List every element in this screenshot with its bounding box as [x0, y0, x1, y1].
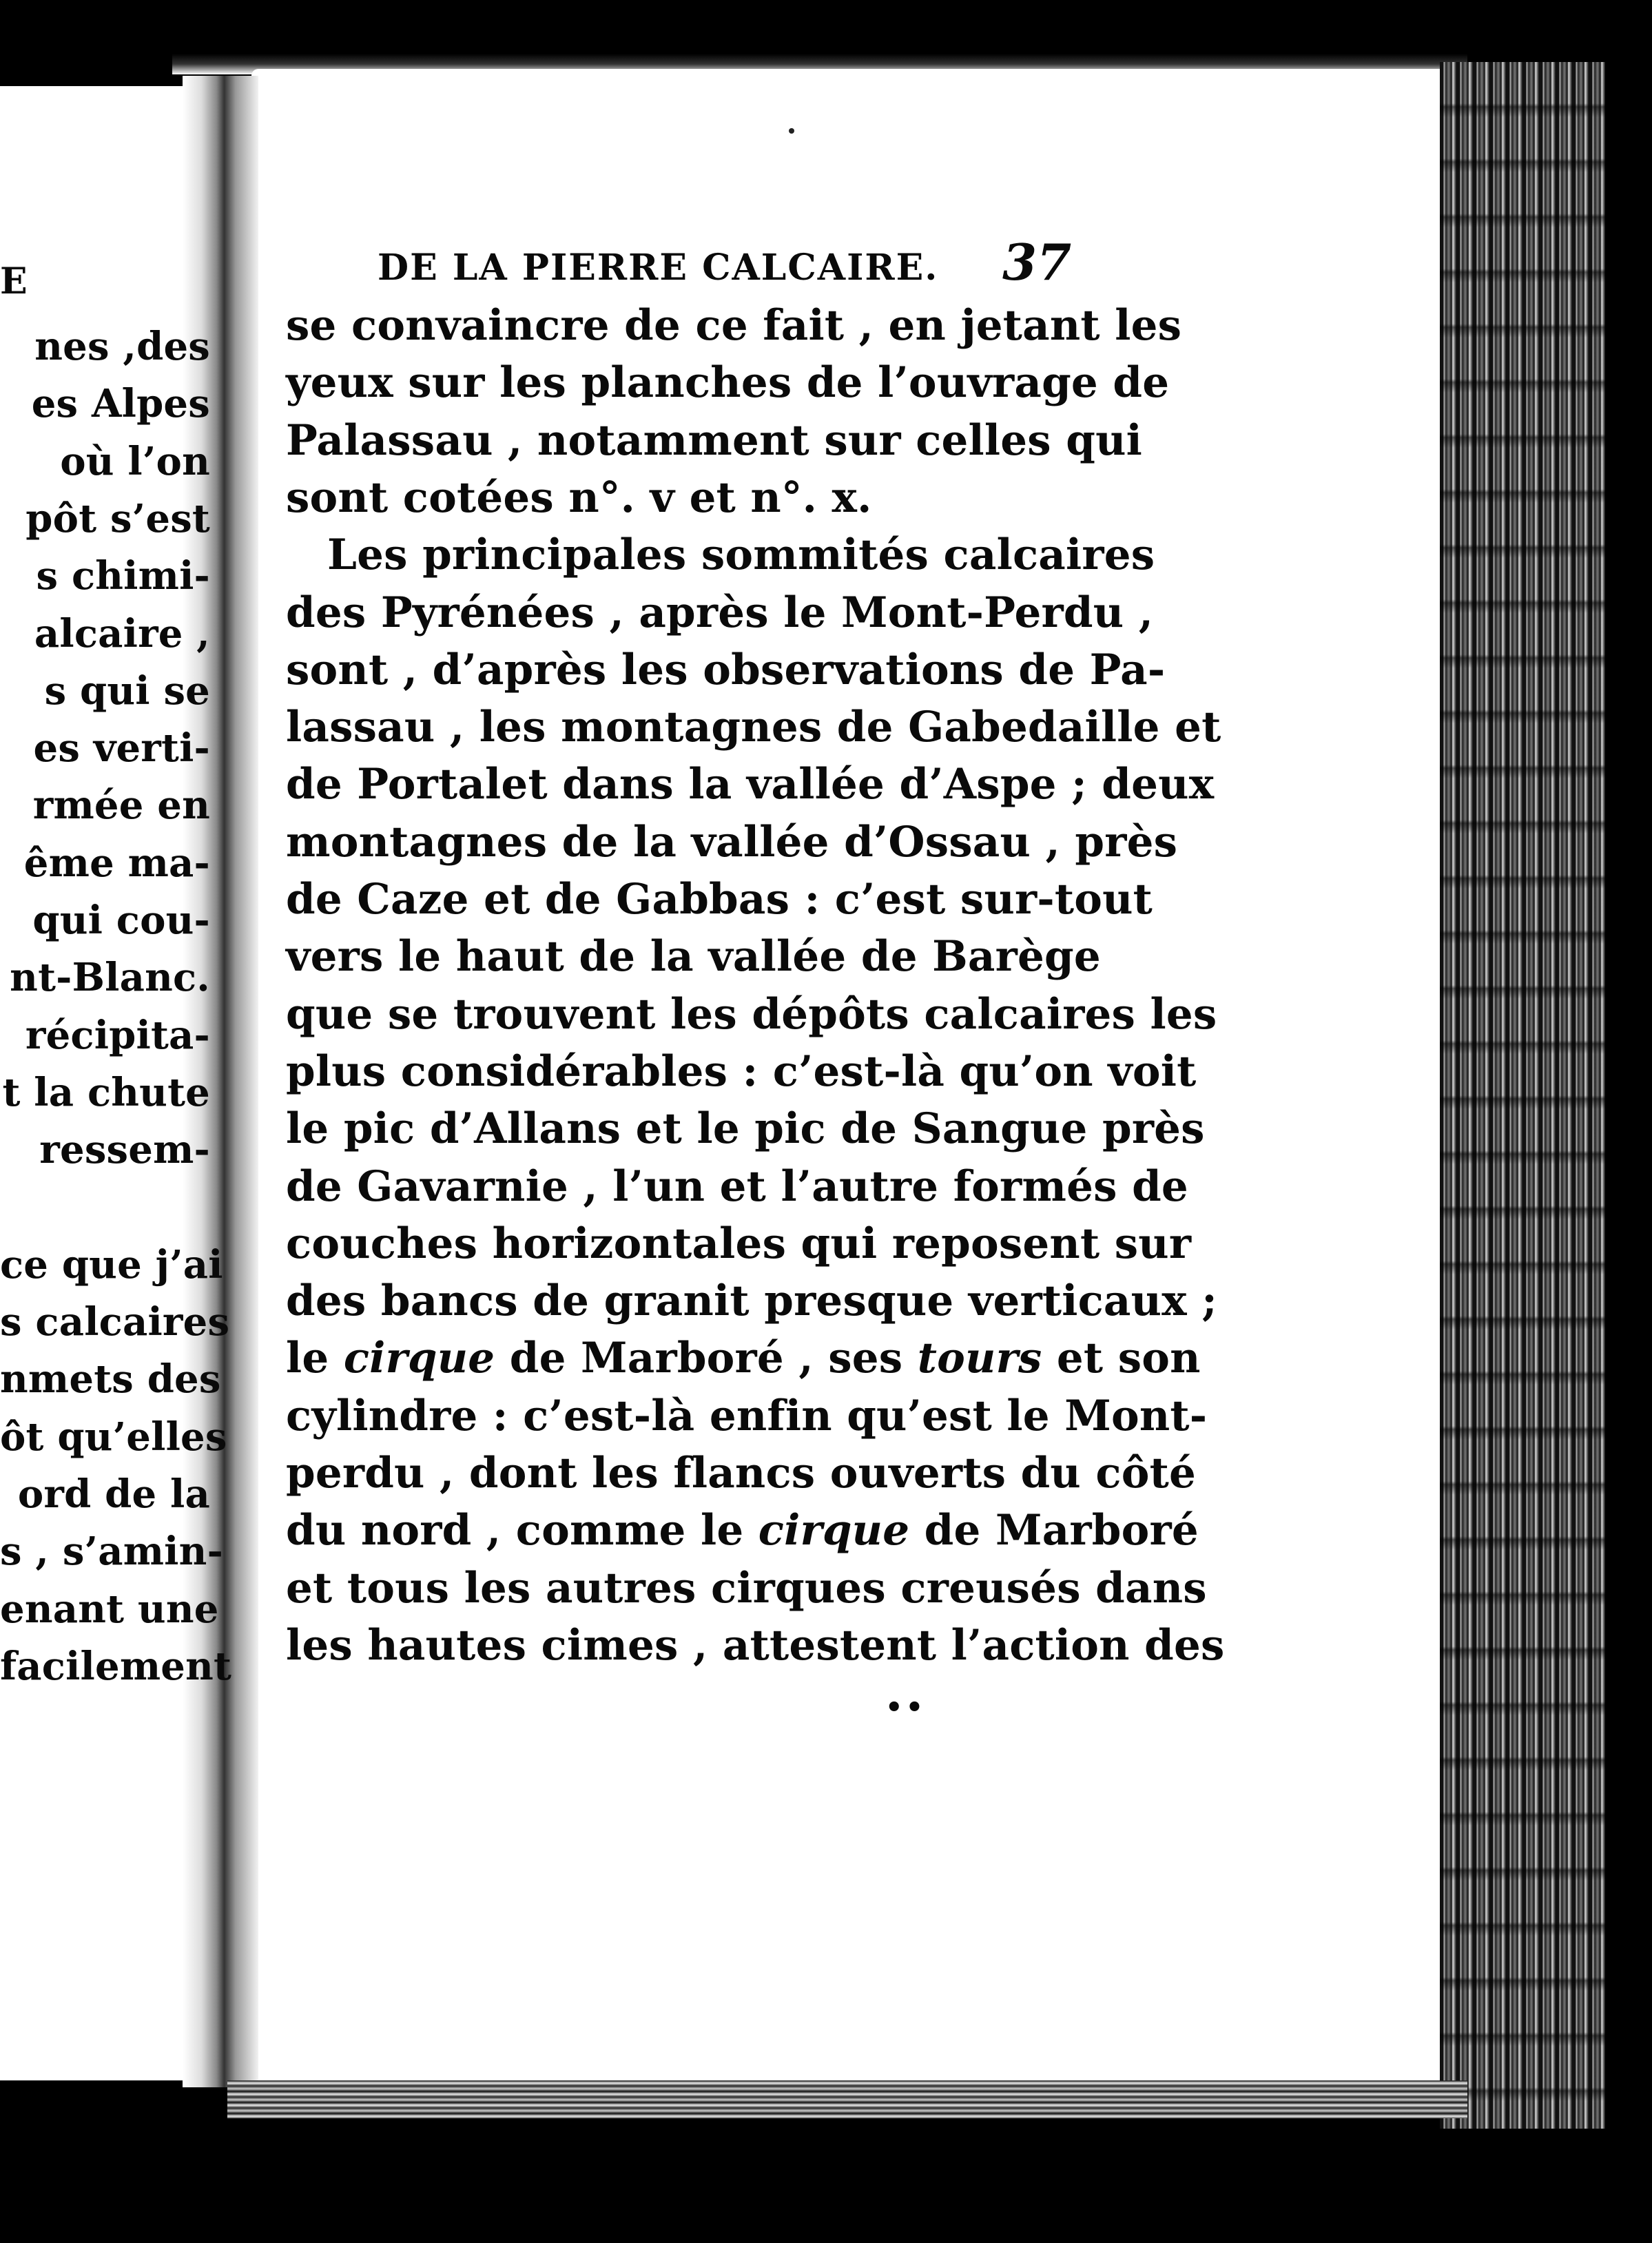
text-line: Palassau , notamment sur celles qui: [286, 415, 1143, 465]
bottom-page-edge: [227, 2080, 1467, 2118]
left-page-line: ce que j’ai: [0, 1241, 223, 1288]
left-page-line: ême ma-: [23, 840, 210, 886]
left-page-line: nt-Blanc.: [10, 955, 210, 1001]
left-page-line: s calcaires: [0, 1299, 230, 1345]
left-page-line: nes ,des: [34, 324, 210, 369]
page-number: 37: [1002, 233, 1072, 291]
text-line: Les principales sommités calcaires: [327, 530, 1155, 580]
left-page-line: où l’on: [60, 438, 210, 484]
left-page-line: t la chute: [2, 1069, 210, 1115]
text-line: couches horizontales qui reposent sur: [286, 1219, 1192, 1268]
left-page-line: ôt qu’elles: [0, 1414, 227, 1460]
left-page-line: enant une: [0, 1586, 219, 1632]
left-page-line: es Alpes: [31, 381, 210, 427]
text-line: du nord , comme le cirque de Marboré: [286, 1506, 1199, 1555]
fore-edge: [1440, 62, 1605, 2129]
catchword: ••: [885, 1691, 927, 1724]
text-line: se convaincre de ce fait , en jetant les: [286, 301, 1182, 350]
text-line: des bancs de granit presque verticaux ;: [286, 1276, 1217, 1326]
text-line: sont cotées n°. v et n°. x.: [286, 473, 872, 522]
text-line: sont , d’après les observations de Pa-: [286, 645, 1166, 694]
running-header: DE LA PIERRE CALCAIRE.: [378, 247, 939, 289]
paper-speck: [789, 128, 794, 134]
left-page-line: nmets des: [0, 1356, 221, 1403]
left-page-line: alcaire ,: [34, 610, 210, 657]
text-line: lassau , les montagnes de Gabedaille et: [286, 703, 1221, 752]
left-page-line: ressem-: [39, 1127, 210, 1173]
left-page-line: pôt s’est: [25, 495, 210, 541]
text-line: de Portalet dans la vallée d’Aspe ; deux: [286, 760, 1215, 809]
text-line: yeux sur les planches de l’ouvrage de: [286, 358, 1170, 408]
left-page-line: s , s’amin-: [0, 1529, 224, 1575]
left-page-line: s chimi-: [36, 553, 210, 599]
text-line: le pic d’Allans et le pic de Sangue près: [286, 1104, 1205, 1154]
left-page-line: es verti-: [33, 725, 210, 772]
left-page-header-fragment: E: [0, 260, 28, 302]
left-page-line: récipita-: [25, 1012, 210, 1058]
left-page-line: qui cou-: [32, 898, 210, 943]
text-line: plus considérables : c’est-là qu’on voit: [286, 1046, 1197, 1096]
text-line: de Gavarnie , l’un et l’autre formés de: [286, 1161, 1188, 1211]
text-line: que se trouvent les dépôts calcaires les: [286, 989, 1217, 1039]
text-line: perdu , dont les flancs ouverts du côté: [286, 1449, 1197, 1498]
left-page-line: rmée en: [32, 783, 210, 829]
text-line: et tous les autres cirques creusés dans: [286, 1563, 1207, 1613]
text-line: le cirque de Marboré , ses tours et son: [286, 1334, 1201, 1383]
text-line: cylindre : c’est-là enfin qu’est le Mont-: [286, 1391, 1208, 1440]
text-line: les hautes cimes , attestent l’action des: [286, 1620, 1225, 1670]
text-line: vers le haut de la vallée de Barège: [286, 932, 1101, 982]
left-page-line: s qui se: [44, 668, 210, 714]
text-line: de Caze et de Gabbas : c’est sur-tout: [286, 875, 1153, 924]
left-page-line: facilement: [0, 1643, 232, 1689]
text-line: des Pyrénées , après le Mont-Perdu ,: [286, 588, 1154, 637]
text-line: montagnes de la vallée d’Ossau , près: [286, 817, 1178, 867]
left-page-line: ord de la: [17, 1471, 210, 1517]
